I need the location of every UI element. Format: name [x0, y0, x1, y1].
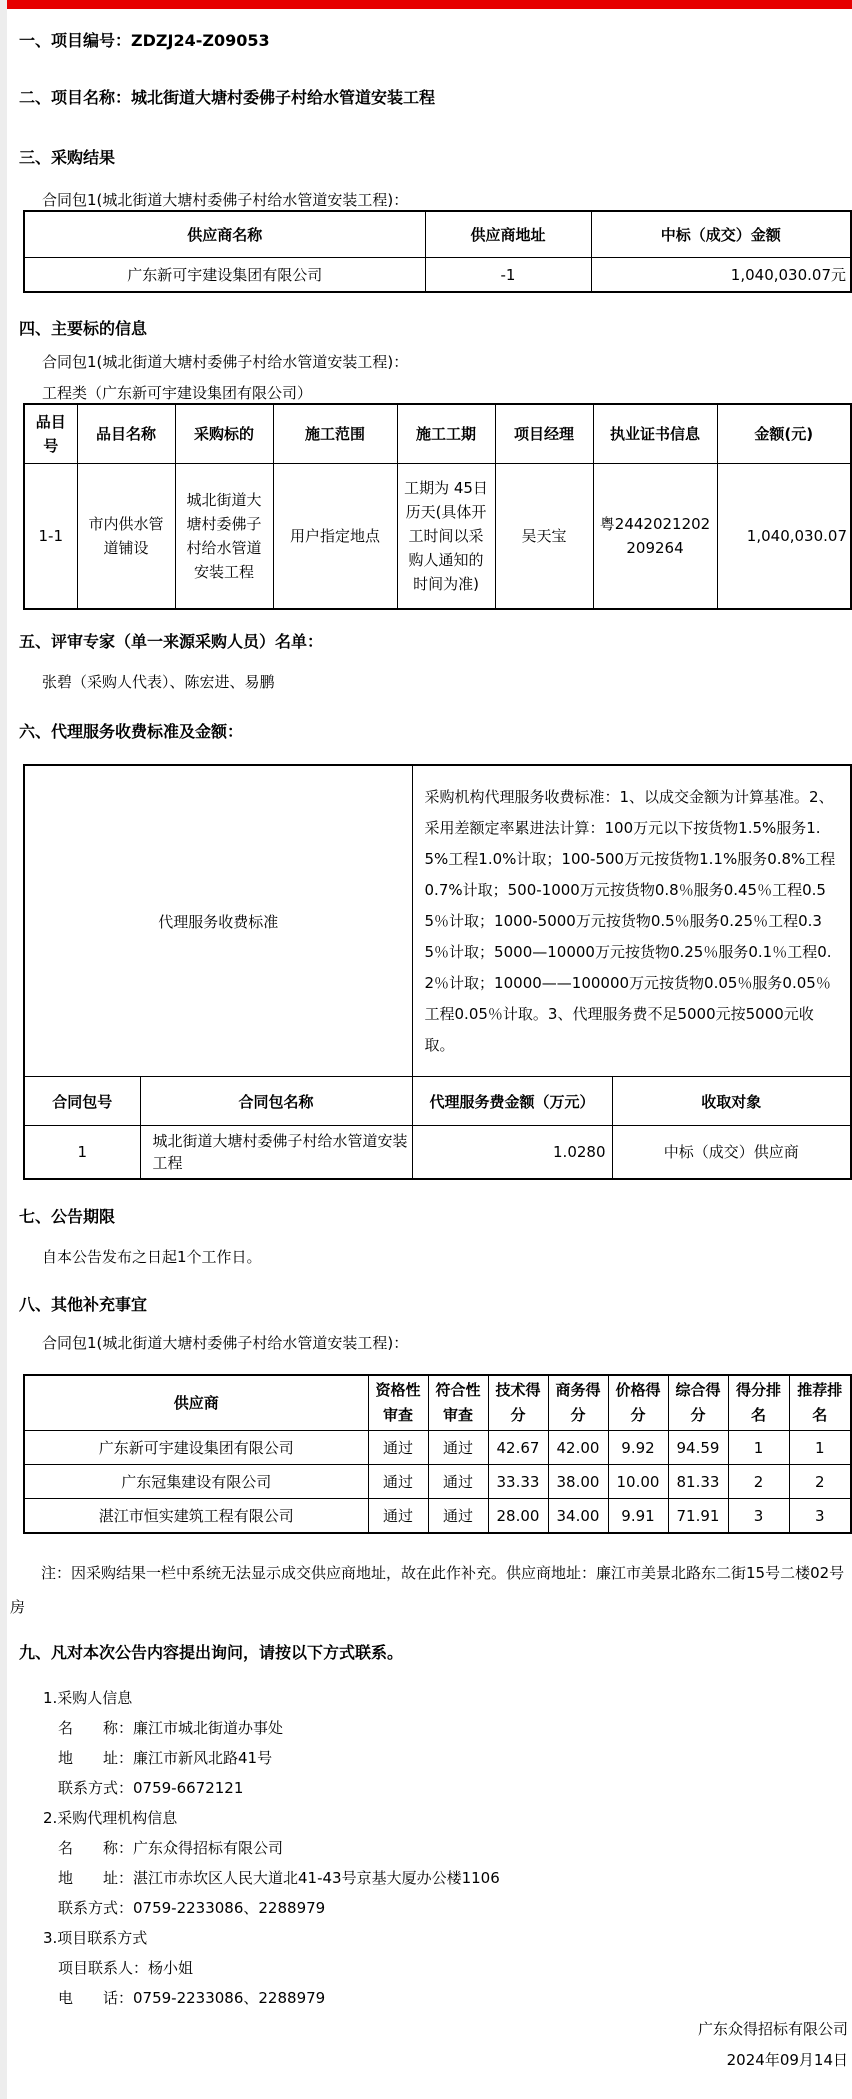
cell-total-score: 94.59 — [668, 1431, 728, 1465]
contact-block — [7, 1683, 852, 2013]
agency-phone-line: 联系方式：0759-2233086、2288979 — [58, 1899, 326, 1917]
section-heading-supplement: 八、其他补充事宜 — [19, 1295, 148, 1314]
cell-fee-amount: 1.0280 — [412, 1126, 612, 1180]
experts-list: 张碧（采购人代表）、陈宏进、易鹏 — [42, 673, 275, 691]
project-contact-person-line: 项目联系人：杨小姐 — [58, 1959, 194, 1977]
column-header: 收取对象 — [612, 1077, 851, 1126]
column-header: 推荐排名 — [789, 1375, 851, 1431]
purchaser-phone-line: 联系方式：0759-6672121 — [58, 1779, 244, 1797]
column-header: 施工工期 — [397, 404, 495, 464]
section-heading-main-subject: 四、主要标的信息 — [19, 319, 148, 338]
table-row — [24, 1126, 851, 1180]
cell-recommend-rank: 1 — [789, 1431, 851, 1465]
cell-fee-standard-text: 采购机构代理服务收费标准：1、以成交金额为计算基准。2、采用差额定率累进法计算：100万元以下按货物1.5%服务1.5%工程1.0%计取；100-500万元按货物1.1%服务0.8%工程0.7%计取；500-1000万元按货物0.8％服务0.45％工程0.55％计取；1000-5000万元按货物0.5％服务0.25％工程0.35％计取；5000—10000万元按货物0.25％服务0.1％工程0.2％计取；10000——100000万元按货物0.05％服务0.05％工程0.05％计取。3、代理服务费不足5000元按5000元收取。 — [412, 765, 851, 1077]
cell-project-manager: 吴天宝 — [495, 464, 593, 610]
project-contact-heading: 3.项目联系方式 — [43, 1929, 148, 1947]
top-accent-bar — [7, 0, 852, 9]
column-header: 采购标的 — [175, 404, 273, 464]
cell-commercial-score: 34.00 — [548, 1499, 608, 1534]
section-heading-project-number: 一、项目编号：ZDZJ24-Z09053 — [19, 31, 270, 50]
cell-recommend-rank: 2 — [789, 1465, 851, 1499]
cell-conformity-review: 通过 — [428, 1465, 488, 1499]
section-heading-announcement-period: 七、公告期限 — [19, 1207, 116, 1226]
cell-certificate-info: 粤2442021202209264 — [593, 464, 717, 610]
cell-supplier: 广东冠集建设有限公司 — [24, 1465, 368, 1499]
cell-commercial-score: 42.00 — [548, 1431, 608, 1465]
cell-supplier-address: -1 — [425, 258, 591, 293]
table-row — [24, 1431, 851, 1465]
cell-construction-period: 工期为 45日历天(具体开工时间以采购人通知的时间为准) — [397, 464, 495, 610]
column-header: 金额(元) — [717, 404, 851, 464]
column-header: 综合得分 — [668, 1375, 728, 1431]
cell-technical-score: 33.33 — [488, 1465, 548, 1499]
cell-package-name: 城北街道大塘村委佛子村给水管道安装工程 — [140, 1126, 412, 1180]
cell-award-amount: 1,040,030.07元 — [591, 258, 851, 293]
project-contact-phone-line: 电 话：0759-2233086、2288979 — [58, 1989, 326, 2007]
cell-technical-score: 42.67 — [488, 1431, 548, 1465]
notice-period-text: 自本公告发布之日起1个工作日。 — [42, 1248, 262, 1266]
column-header: 施工范围 — [273, 404, 397, 464]
cell-construction-scope: 用户指定地点 — [273, 464, 397, 610]
table-row — [24, 464, 851, 610]
column-header: 品目名称 — [77, 404, 175, 464]
column-header: 供应商 — [24, 1375, 368, 1431]
cell-amount: 1,040,030.07 — [717, 464, 851, 610]
agency-heading: 2.采购代理机构信息 — [43, 1809, 178, 1827]
purchaser-heading: 1.采购人信息 — [43, 1689, 133, 1707]
column-header: 合同包名称 — [140, 1077, 412, 1126]
cell-recommend-rank: 3 — [789, 1499, 851, 1534]
column-header: 供应商地址 — [425, 211, 591, 258]
column-header: 品目号 — [24, 404, 77, 464]
score-table — [23, 1374, 852, 1534]
cell-supplier: 湛江市恒实建筑工程有限公司 — [24, 1499, 368, 1534]
agency-fee-table — [23, 764, 852, 1180]
category-line: 工程类（广东新可宇建设集团有限公司） — [42, 384, 313, 402]
footer-date: 2024年09月14日 — [726, 2051, 848, 2069]
cell-price-score: 10.00 — [608, 1465, 668, 1499]
table-header-row — [24, 1375, 851, 1431]
cell-conformity-review: 通过 — [428, 1431, 488, 1465]
purchaser-address-line: 地 址：廉江市新风北路41号 — [58, 1749, 273, 1767]
cell-supplier: 广东新可宇建设集团有限公司 — [24, 1431, 368, 1465]
cell-score-rank: 3 — [728, 1499, 789, 1534]
column-header: 中标（成交）金额 — [591, 211, 851, 258]
column-header: 价格得分 — [608, 1375, 668, 1431]
cell-price-score: 9.91 — [608, 1499, 668, 1534]
fee-standard-row — [24, 765, 851, 1077]
announcement-content — [7, 9, 852, 2070]
agency-address-line: 地 址：湛江市赤坎区人民大道北41-43号京基大厦办公楼1106 — [58, 1869, 500, 1887]
cell-item-name: 市内供水管道铺设 — [77, 464, 175, 610]
cell-technical-score: 28.00 — [488, 1499, 548, 1534]
column-header: 执业证书信息 — [593, 404, 717, 464]
cell-qualification-review: 通过 — [368, 1465, 428, 1499]
column-header: 技术得分 — [488, 1375, 548, 1431]
cell-conformity-review: 通过 — [428, 1499, 488, 1534]
cell-commercial-score: 38.00 — [548, 1465, 608, 1499]
section-heading-procurement-result: 三、采购结果 — [19, 148, 116, 167]
cell-total-score: 81.33 — [668, 1465, 728, 1499]
cell-qualification-review: 通过 — [368, 1431, 428, 1465]
column-header: 资格性审查 — [368, 1375, 428, 1431]
table-row — [24, 1499, 851, 1534]
column-header: 得分排名 — [728, 1375, 789, 1431]
column-header: 项目经理 — [495, 404, 593, 464]
column-header: 代理服务费金额（万元） — [412, 1077, 612, 1126]
table-header-row — [24, 404, 851, 464]
footer-org: 广东众得招标有限公司 — [697, 2020, 848, 2038]
cell-item-number: 1-1 — [24, 464, 77, 610]
purchaser-name-line: 名 称：廉江市城北街道办事处 — [58, 1719, 284, 1737]
section-heading-project-name: 二、项目名称：城北街道大塘村委佛子村给水管道安装工程 — [19, 88, 436, 107]
package-label: 合同包1(城北街道大塘村委佛子村给水管道安装工程)： — [42, 191, 409, 209]
package-label: 合同包1(城北街道大塘村委佛子村给水管道安装工程)： — [42, 353, 409, 371]
cell-fee-payer: 中标（成交）供应商 — [612, 1126, 851, 1180]
cell-fee-standard-label: 代理服务收费标准 — [24, 765, 412, 1077]
section-heading-agency-fee: 六、代理服务收费标准及金额： — [19, 722, 244, 741]
cell-supplier-name: 广东新可宇建设集团有限公司 — [24, 258, 425, 293]
package-label: 合同包1(城北街道大塘村委佛子村给水管道安装工程)： — [42, 1334, 409, 1352]
table-header-row — [24, 211, 851, 258]
cell-total-score: 71.91 — [668, 1499, 728, 1534]
column-header: 商务得分 — [548, 1375, 608, 1431]
table-row — [24, 258, 851, 293]
supplement-note: 注：因采购结果一栏中系统无法显示成交供应商地址，故在此作补充。供应商地址：廉江市美景北路东二街15号二楼02号房 — [10, 1564, 845, 1616]
column-header: 合同包号 — [24, 1077, 140, 1126]
agency-name-line: 名 称：广东众得招标有限公司 — [58, 1839, 284, 1857]
section-heading-experts: 五、评审专家（单一来源采购人员）名单： — [19, 632, 324, 651]
section-heading-contact: 九、凡对本次公告内容提出询问，请按以下方式联系。 — [19, 1643, 404, 1662]
left-margin-strip — [0, 0, 7, 2099]
cell-price-score: 9.92 — [608, 1431, 668, 1465]
cell-score-rank: 2 — [728, 1465, 789, 1499]
column-header: 供应商名称 — [24, 211, 425, 258]
cell-procurement-target: 城北街道大塘村委佛子村给水管道安装工程 — [175, 464, 273, 610]
cell-score-rank: 1 — [728, 1431, 789, 1465]
subject-table — [23, 403, 852, 610]
column-header: 符合性审查 — [428, 1375, 488, 1431]
table-row — [24, 1465, 851, 1499]
result-table — [23, 210, 852, 293]
cell-qualification-review: 通过 — [368, 1499, 428, 1534]
cell-package-number: 1 — [24, 1126, 140, 1180]
table-header-row — [24, 1077, 851, 1126]
